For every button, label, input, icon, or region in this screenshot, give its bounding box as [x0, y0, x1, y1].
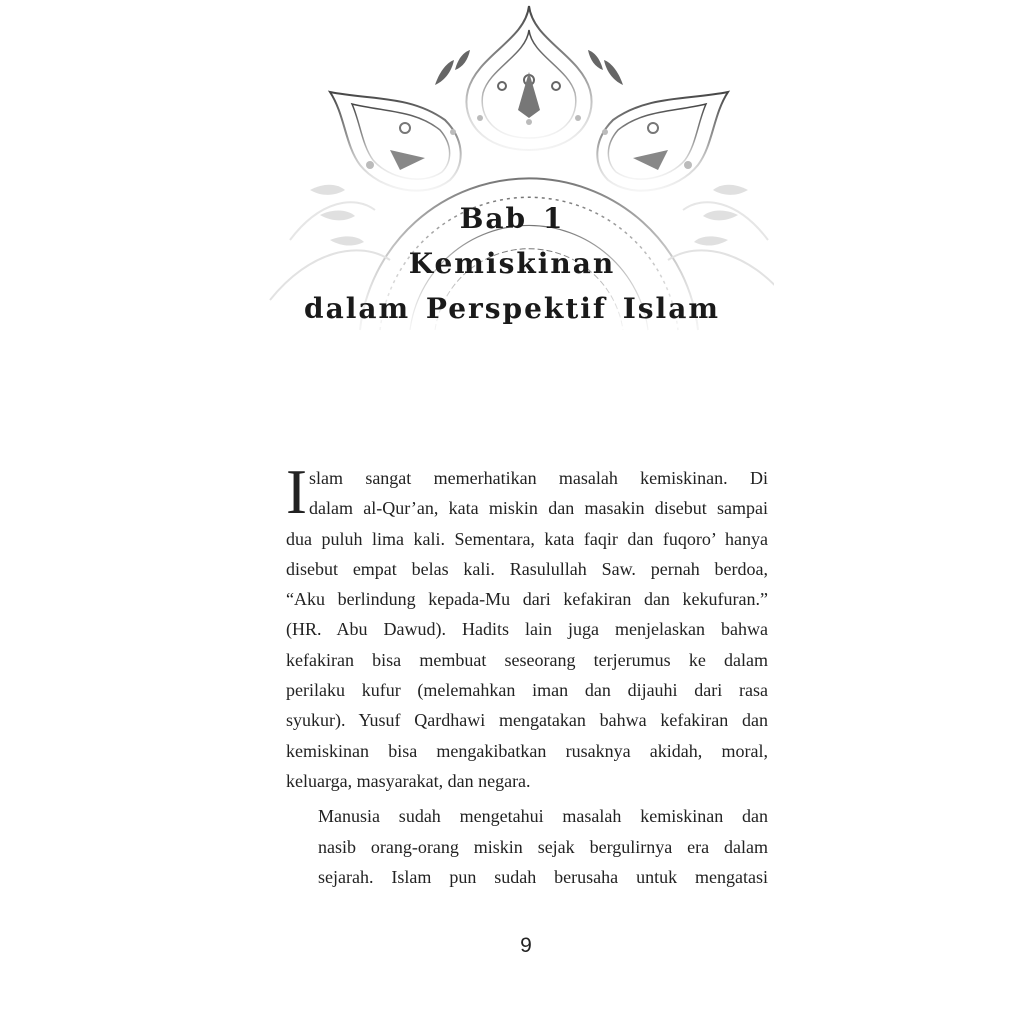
chapter-title-line-1: Kemiskinan — [408, 247, 616, 280]
text-line: dua puluh lima kali. Sementara, kata faqir dan fuqoro’ hanya — [286, 528, 768, 549]
chapter-heading — [262, 196, 762, 331]
text-line: disebut empat belas kali. Rasulullah Saw. pernah berdoa, — [286, 558, 768, 579]
chapter-number: Bab 1 — [459, 202, 565, 235]
text-line: syukur). Yusuf Qardhawi mengatakan bahwa kefakiran dan — [286, 710, 768, 731]
chapter-title-line-2: dalam Perspektif Islam — [304, 292, 720, 325]
text-line: perilaku kufur (melemahkan iman dan dijauhi dari rasa — [286, 680, 768, 701]
paragraph-1 — [286, 457, 768, 796]
drop-cap: I — [286, 457, 307, 527]
text-line: (HR. Abu Dawud). Hadits lain juga menjelaskan bahwa — [286, 619, 768, 640]
text-line: Manusia sudah mengetahui masalah kemiskinan dan — [318, 806, 768, 827]
text-line: sejarah. Islam pun sudah berusaha untuk mengatasi — [318, 866, 768, 887]
text-line: “Aku berlindung kepada-Mu dari kefakiran dan kekufuran.” — [286, 589, 768, 610]
text-line: kefakiran bisa membuat seseorang terjerumus ke dalam — [286, 649, 768, 670]
text-line: slam sangat memerhatikan masalah kemiskinan. Di — [309, 468, 768, 488]
text-line: kemiskinan bisa mengakibatkan rusaknya akidah, moral, — [286, 740, 768, 761]
text-line: keluarga, masyarakat, dan negara. — [286, 770, 531, 791]
text-line: nasib orang-orang miskin sejak bergulirnya era dalam — [318, 836, 768, 857]
body-text — [286, 457, 768, 892]
page-number: 9 — [520, 934, 532, 957]
paragraph-2 — [286, 801, 768, 892]
text-line: dalam al-Qur’an, kata miskin dan masakin disebut sampai — [309, 498, 768, 519]
